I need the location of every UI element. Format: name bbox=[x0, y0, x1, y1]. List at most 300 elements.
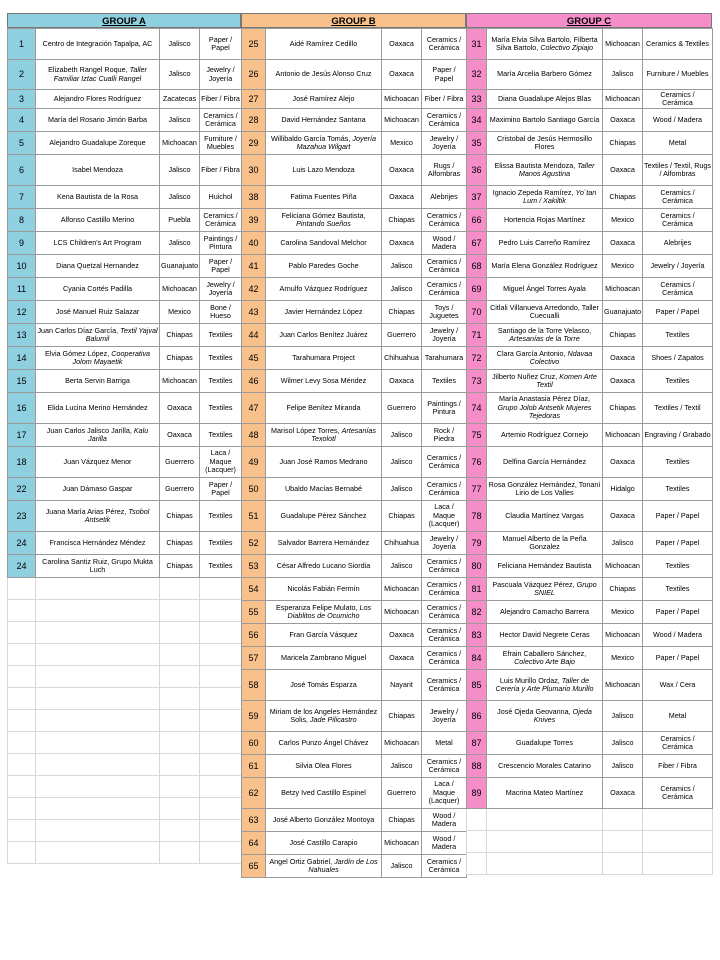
collective-name: Artesanías de la Torre bbox=[509, 334, 580, 343]
state-cell: Oaxaca bbox=[603, 155, 643, 186]
state-cell: Chiapas bbox=[603, 578, 643, 601]
empty-cell bbox=[643, 809, 713, 831]
collective-name: Taller Manos Agustina bbox=[518, 160, 595, 178]
artisan-name-text: Arnulfo Vázquez Rodríguez bbox=[279, 283, 368, 293]
entry-number: 70 bbox=[467, 301, 487, 324]
artisan-name bbox=[487, 601, 603, 624]
state-cell: Jalisco bbox=[382, 424, 422, 447]
table-row bbox=[8, 555, 242, 578]
state-cell: Guerrero bbox=[160, 478, 200, 501]
craft-cell: Paper / Papel bbox=[200, 478, 242, 501]
state-cell: Michoacan bbox=[603, 670, 643, 701]
craft-cell: Shoes / Zapatos bbox=[643, 347, 713, 370]
artisan-name bbox=[266, 809, 382, 832]
group-a-table bbox=[7, 13, 241, 864]
table-row bbox=[242, 555, 467, 578]
artisan-name-text: LCS Children's Art Program bbox=[53, 237, 142, 247]
entry-number: 2 bbox=[8, 60, 36, 90]
artisan-name-text: Juan Carlos Benítez Juárez bbox=[279, 329, 368, 339]
artisan-name bbox=[36, 29, 160, 60]
craft-cell: Alebrijes bbox=[422, 186, 467, 209]
table-row bbox=[242, 90, 467, 109]
table-row bbox=[8, 424, 242, 447]
entry-number: 73 bbox=[467, 370, 487, 393]
table-row bbox=[467, 109, 713, 132]
artisan-name bbox=[487, 555, 603, 578]
artisan-name-text: Javier Hernández López bbox=[284, 306, 363, 316]
empty-row bbox=[8, 688, 242, 710]
table-row bbox=[8, 278, 242, 301]
entry-number: 82 bbox=[467, 601, 487, 624]
collective-name: Textil Yajval Balumil bbox=[85, 325, 158, 343]
state-cell: Jalisco bbox=[160, 232, 200, 255]
state-cell: Hidalgo bbox=[603, 478, 643, 501]
craft-cell: Metal bbox=[643, 701, 713, 732]
state-cell: Guanajuato bbox=[603, 301, 643, 324]
table-row bbox=[242, 186, 467, 209]
artisan-name-text: Berta Servin Barriga bbox=[65, 375, 130, 385]
craft-cell: Metal bbox=[643, 132, 713, 155]
entry-number: 33 bbox=[467, 90, 487, 109]
table-row bbox=[467, 478, 713, 501]
empty-cell bbox=[200, 710, 242, 732]
entry-number: 3 bbox=[8, 90, 36, 109]
entry-number: 64 bbox=[242, 832, 266, 855]
state-cell: Oaxaca bbox=[160, 393, 200, 424]
state-cell: Guerrero bbox=[382, 778, 422, 809]
artisan-name bbox=[266, 578, 382, 601]
collective-name: Kalu Jarilla bbox=[88, 425, 149, 443]
state-cell: Chiapas bbox=[160, 324, 200, 347]
craft-cell: Wood / Madera bbox=[643, 109, 713, 132]
entry-number: 81 bbox=[467, 578, 487, 601]
craft-cell: Fiber / Fibra bbox=[643, 755, 713, 778]
artisan-name-text: Betzy Ived Castillo Espinel bbox=[281, 787, 366, 797]
artisan-name bbox=[266, 60, 382, 90]
craft-cell: Ceramics / Cerámica bbox=[643, 209, 713, 232]
collective-name: Los Diablitos de Ocumicho bbox=[287, 602, 372, 620]
empty-row bbox=[8, 622, 242, 644]
artisan-name-text: José Ramírez Alejo bbox=[292, 93, 355, 103]
entry-number: 44 bbox=[242, 324, 266, 347]
artisan-name-text: Silvia Olea Flores bbox=[295, 760, 352, 770]
craft-cell: Paintings / Pintura bbox=[200, 232, 242, 255]
artisan-name-text: David Hernández Santana bbox=[281, 114, 366, 124]
entry-number: 10 bbox=[8, 255, 36, 278]
table-row bbox=[242, 478, 467, 501]
empty-cell bbox=[200, 732, 242, 754]
entry-number: 42 bbox=[242, 278, 266, 301]
table-row bbox=[242, 132, 467, 155]
craft-cell: Furniture / Muebles bbox=[643, 60, 713, 90]
state-cell: Oaxaca bbox=[382, 60, 422, 90]
table-row bbox=[467, 701, 713, 732]
table-row bbox=[467, 670, 713, 701]
state-cell: Jalisco bbox=[382, 447, 422, 478]
table-row bbox=[8, 478, 242, 501]
artisan-name-text: Pascuala Vázquez Pérez, bbox=[492, 579, 575, 589]
craft-cell: Jewelry / Joyería bbox=[643, 255, 713, 278]
artisan-name bbox=[36, 532, 160, 555]
entry-number: 67 bbox=[467, 232, 487, 255]
collective-name: Ndavaa Colectivo bbox=[529, 348, 593, 366]
artisan-name-text: José Castillo Carapio bbox=[289, 837, 358, 847]
craft-cell: Rock / Piedra bbox=[422, 424, 467, 447]
empty-row bbox=[467, 853, 713, 875]
artisan-name-text: Tarahumara Project bbox=[292, 352, 355, 362]
empty-cell bbox=[467, 853, 487, 875]
entry-number: 9 bbox=[8, 232, 36, 255]
artisan-name-text: Felipe Benítez Miranda bbox=[286, 402, 361, 412]
artisan-name-text: Elida Lucina Merino Hernández bbox=[47, 402, 148, 412]
collective-name: Taller de Cerería y Arte Plumario Murillo bbox=[495, 675, 594, 693]
artisan-name bbox=[266, 755, 382, 778]
craft-cell: Textiles bbox=[200, 424, 242, 447]
collective-name: Colectivo Zipiajo bbox=[540, 43, 594, 52]
craft-cell: Ceramics / Cerámica bbox=[643, 732, 713, 755]
entry-number: 56 bbox=[242, 624, 266, 647]
craft-cell: Textiles bbox=[643, 370, 713, 393]
state-cell: Oaxaca bbox=[382, 647, 422, 670]
entry-number: 85 bbox=[467, 670, 487, 701]
state-cell: Jalisco bbox=[603, 732, 643, 755]
entry-number: 1 bbox=[8, 29, 36, 60]
craft-cell: Ceramics / Cerámica bbox=[422, 478, 467, 501]
state-cell: Jalisco bbox=[603, 532, 643, 555]
craft-cell: Paper / Papel bbox=[643, 647, 713, 670]
craft-cell: Ceramics / Cerámica bbox=[422, 29, 467, 60]
state-cell: Chihuahua bbox=[382, 532, 422, 555]
artisan-name bbox=[266, 109, 382, 132]
artisan-name-text: Manuel Alberto de la Peña Gonzalez bbox=[502, 533, 587, 551]
table-row bbox=[467, 60, 713, 90]
artisan-name bbox=[487, 278, 603, 301]
state-cell: Chiapas bbox=[382, 501, 422, 532]
empty-cell bbox=[160, 644, 200, 666]
craft-cell: Jewelry / Joyería bbox=[422, 532, 467, 555]
table-row bbox=[467, 301, 713, 324]
state-cell: Mexico bbox=[603, 647, 643, 670]
state-cell: Mexico bbox=[603, 601, 643, 624]
table-row bbox=[8, 447, 242, 478]
empty-row bbox=[8, 754, 242, 776]
artisan-name bbox=[487, 301, 603, 324]
entry-number: 63 bbox=[242, 809, 266, 832]
table-row bbox=[242, 370, 467, 393]
empty-cell bbox=[487, 809, 603, 831]
entry-number: 71 bbox=[467, 324, 487, 347]
artisan-name-text: Miguel Ángel Torres Ayala bbox=[503, 283, 586, 293]
craft-cell: Fiber / Fibra bbox=[200, 90, 242, 109]
artisan-name-text: José Tomás Esparza bbox=[290, 679, 357, 689]
empty-cell bbox=[160, 732, 200, 754]
artisan-name bbox=[36, 370, 160, 393]
craft-cell: Ceramics & Textiles bbox=[643, 29, 713, 60]
craft-cell: Ceramics / Cerámica bbox=[643, 778, 713, 809]
craft-cell: Textiles bbox=[200, 393, 242, 424]
table-row bbox=[8, 132, 242, 155]
empty-cell bbox=[36, 798, 160, 820]
artisan-name-text: Santiago de la Torre Velasco, bbox=[497, 325, 592, 335]
artisan-name bbox=[36, 278, 160, 301]
artisan-name-text: Juana María Arias Pérez, bbox=[45, 506, 127, 516]
empty-cell bbox=[8, 842, 36, 864]
artisan-name-text: Artemio Rodríguez Cornejo bbox=[500, 429, 589, 439]
artisan-name-text: Juan José Ramos Medrano bbox=[279, 456, 368, 466]
entry-number: 54 bbox=[242, 578, 266, 601]
table-row bbox=[467, 555, 713, 578]
artisan-name bbox=[487, 670, 603, 701]
state-cell: Chiapas bbox=[382, 809, 422, 832]
craft-cell: Jewelry / Joyería bbox=[200, 278, 242, 301]
state-cell: Guanajuato bbox=[160, 255, 200, 278]
table-row bbox=[467, 90, 713, 109]
artisan-name-text: Delfina García Hernández bbox=[502, 456, 587, 466]
table-row bbox=[467, 370, 713, 393]
craft-cell: Furniture / Muebles bbox=[200, 132, 242, 155]
artisan-name-text: Centro de Integración Tapalpa, AC bbox=[42, 38, 153, 48]
entry-number: 29 bbox=[242, 132, 266, 155]
collective-name: Taller Familiar Iztac Cualli Rangel bbox=[53, 65, 147, 83]
artisan-name-text: Juan Vázquez Menor bbox=[63, 456, 132, 466]
state-cell: Oaxaca bbox=[382, 370, 422, 393]
artisan-name-text: Carolina Santiz Ruiz, Grupo Mukta Luch bbox=[42, 556, 153, 574]
table-row bbox=[242, 601, 467, 624]
artisan-name-text: Kena Bautista de la Rosa bbox=[56, 191, 139, 201]
entry-number: 46 bbox=[242, 370, 266, 393]
empty-cell bbox=[36, 710, 160, 732]
state-cell: Michoacan bbox=[382, 578, 422, 601]
entry-number: 66 bbox=[467, 209, 487, 232]
table-row bbox=[467, 532, 713, 555]
craft-cell: Ceramics / Cerámica bbox=[422, 109, 467, 132]
artisan-name bbox=[487, 132, 603, 155]
craft-cell: Paper / Papel bbox=[643, 532, 713, 555]
entry-number: 27 bbox=[242, 90, 266, 109]
craft-cell: Ceramics / Cerámica bbox=[422, 447, 467, 478]
empty-cell bbox=[36, 688, 160, 710]
artisan-name bbox=[266, 647, 382, 670]
state-cell: Chiapas bbox=[160, 532, 200, 555]
craft-cell: Textiles / Textil, Rugs / Alfombras bbox=[643, 155, 713, 186]
empty-row bbox=[8, 578, 242, 600]
craft-cell: Laca / Maque (Lacquer) bbox=[422, 501, 467, 532]
table-row bbox=[242, 393, 467, 424]
empty-row bbox=[467, 831, 713, 853]
collective-name: Artesanías Texolotl bbox=[311, 425, 376, 443]
empty-cell bbox=[200, 798, 242, 820]
table-row bbox=[242, 109, 467, 132]
collective-name: Pintando Sueños bbox=[296, 219, 351, 228]
empty-cell bbox=[8, 798, 36, 820]
artisan-name bbox=[266, 393, 382, 424]
state-cell: Chiapas bbox=[160, 555, 200, 578]
table-row bbox=[8, 301, 242, 324]
craft-cell: Paper / Papel bbox=[200, 255, 242, 278]
empty-row bbox=[8, 710, 242, 732]
artisan-name-text: Macrina Mateo Martínez bbox=[505, 787, 584, 797]
empty-cell bbox=[200, 688, 242, 710]
entry-number: 57 bbox=[242, 647, 266, 670]
empty-cell bbox=[160, 666, 200, 688]
state-cell: Michoacan bbox=[382, 732, 422, 755]
empty-cell bbox=[36, 666, 160, 688]
table-row bbox=[467, 132, 713, 155]
artisan-name-text: José Manuel Ruiz Salazar bbox=[55, 306, 140, 316]
craft-cell: Engraving / Grabado bbox=[643, 424, 713, 447]
table-row bbox=[242, 278, 467, 301]
state-cell: Jalisco bbox=[603, 755, 643, 778]
table-row bbox=[242, 778, 467, 809]
state-cell: Michoacan bbox=[603, 555, 643, 578]
state-cell: Jalisco bbox=[160, 60, 200, 90]
table-row bbox=[467, 624, 713, 647]
entry-number: 80 bbox=[467, 555, 487, 578]
artisan-name bbox=[266, 186, 382, 209]
empty-cell bbox=[603, 831, 643, 853]
state-cell: Michoacan bbox=[382, 832, 422, 855]
empty-row bbox=[8, 842, 242, 864]
entry-number: 15 bbox=[8, 370, 36, 393]
table-row bbox=[242, 232, 467, 255]
artisan-name bbox=[266, 732, 382, 755]
entry-number: 24 bbox=[8, 555, 36, 578]
table-row bbox=[467, 424, 713, 447]
group-b-rows bbox=[241, 28, 467, 878]
artisan-name bbox=[487, 155, 603, 186]
empty-cell bbox=[603, 853, 643, 875]
empty-cell bbox=[643, 831, 713, 853]
artisan-name bbox=[266, 278, 382, 301]
artisan-name bbox=[487, 578, 603, 601]
artisan-name bbox=[487, 447, 603, 478]
empty-cell bbox=[467, 831, 487, 853]
artisan-name-text: María Arcelia Barbero Gómez bbox=[497, 69, 592, 79]
collective-name: Ojeda Knives bbox=[533, 706, 592, 724]
empty-cell bbox=[160, 754, 200, 776]
table-row bbox=[242, 501, 467, 532]
craft-cell: Ceramics / Cerámica bbox=[643, 90, 713, 109]
artisan-name-text: José Ojeda Geovanna, bbox=[497, 706, 571, 716]
artisan-name bbox=[266, 370, 382, 393]
artisan-name-text: María Anastasia Pérez Díaz, bbox=[498, 394, 591, 404]
empty-cell bbox=[160, 600, 200, 622]
artisan-name bbox=[36, 324, 160, 347]
empty-cell bbox=[36, 754, 160, 776]
craft-cell: Wood / Madera bbox=[422, 832, 467, 855]
craft-cell: Ceramics / Cerámica bbox=[200, 209, 242, 232]
artisan-name-text: Antonio de Jesús Alonso Cruz bbox=[275, 69, 372, 79]
state-cell: Zacatecas bbox=[160, 90, 200, 109]
artisan-name-text: Feliciana Hernández Bautista bbox=[497, 560, 592, 570]
artisan-name bbox=[266, 132, 382, 155]
artisan-name bbox=[266, 447, 382, 478]
artisan-name-text: Marisol López Torres, bbox=[271, 425, 340, 435]
artisan-name bbox=[487, 347, 603, 370]
craft-cell: Ceramics / Cerámica bbox=[422, 255, 467, 278]
state-cell: Michoacan bbox=[603, 29, 643, 60]
craft-cell: Textiles bbox=[200, 501, 242, 532]
state-cell: Chiapas bbox=[382, 701, 422, 732]
table-row bbox=[467, 501, 713, 532]
artisan-name bbox=[266, 324, 382, 347]
entry-number: 86 bbox=[467, 701, 487, 732]
entry-number: 37 bbox=[467, 186, 487, 209]
empty-cell bbox=[36, 622, 160, 644]
entry-number: 88 bbox=[467, 755, 487, 778]
artisan-name bbox=[266, 555, 382, 578]
artisan-name-text: Diana Quetzal Hernandez bbox=[56, 260, 139, 270]
entry-number: 14 bbox=[8, 347, 36, 370]
craft-cell: Ceramics / Cerámica bbox=[643, 186, 713, 209]
table-row bbox=[467, 155, 713, 186]
empty-cell bbox=[36, 578, 160, 600]
artisan-name bbox=[487, 424, 603, 447]
artisan-name-text: Luis Lazo Mendoza bbox=[292, 164, 355, 174]
state-cell: Oaxaca bbox=[160, 424, 200, 447]
entry-number: 12 bbox=[8, 301, 36, 324]
craft-cell: Textiles bbox=[200, 555, 242, 578]
table-row bbox=[467, 755, 713, 778]
empty-cell bbox=[200, 842, 242, 864]
artisan-name-text: Citlali Villanueva Arredondo, Taller Cuecualli bbox=[490, 302, 599, 320]
artisan-name bbox=[36, 424, 160, 447]
artisan-name-text: María Elena González Rodríguez bbox=[491, 260, 598, 270]
craft-cell: Textiles bbox=[200, 324, 242, 347]
group-b-table bbox=[241, 13, 466, 878]
artisan-name bbox=[36, 60, 160, 90]
craft-cell: Paper / Papel bbox=[643, 601, 713, 624]
table-row bbox=[242, 60, 467, 90]
state-cell: Jalisco bbox=[382, 255, 422, 278]
entry-number: 25 bbox=[242, 29, 266, 60]
artisan-name-text: Nicolás Fabián Fermín bbox=[287, 583, 360, 593]
state-cell: Oaxaca bbox=[603, 778, 643, 809]
artisan-name-text: Alejandro Guadalupe Zoreque bbox=[49, 137, 146, 147]
entry-number: 62 bbox=[242, 778, 266, 809]
table-row bbox=[467, 232, 713, 255]
entry-number: 32 bbox=[467, 60, 487, 90]
craft-cell: Jewelry / Joyería bbox=[422, 324, 467, 347]
empty-cell bbox=[8, 732, 36, 754]
entry-number: 47 bbox=[242, 393, 266, 424]
artisan-name bbox=[487, 755, 603, 778]
collective-name: Joyería Mazahua Wilgart bbox=[296, 133, 376, 151]
artisan-name bbox=[36, 555, 160, 578]
entry-number: 68 bbox=[467, 255, 487, 278]
artisan-name-text: Alejandro Flores Rodríguez bbox=[53, 93, 142, 103]
entry-number: 65 bbox=[242, 855, 266, 878]
craft-cell: Textiles bbox=[643, 447, 713, 478]
state-cell: Jalisco bbox=[382, 555, 422, 578]
table-row bbox=[467, 347, 713, 370]
craft-cell: Wood / Madera bbox=[422, 809, 467, 832]
table-row bbox=[8, 186, 242, 209]
group-c-table bbox=[466, 13, 712, 875]
artisan-name bbox=[36, 132, 160, 155]
artisan-name bbox=[487, 324, 603, 347]
artisan-name bbox=[266, 832, 382, 855]
craft-cell: Laca / Maque (Lacquer) bbox=[200, 447, 242, 478]
craft-cell: Ceramics / Cerámica bbox=[422, 555, 467, 578]
empty-cell bbox=[8, 820, 36, 842]
artisan-name-text: Feliciana Gómez Bautista, bbox=[281, 210, 366, 220]
craft-cell: Ceramics / Cerámica bbox=[422, 624, 467, 647]
craft-cell: Paper / Papel bbox=[422, 60, 467, 90]
state-cell: Michoacan bbox=[603, 278, 643, 301]
empty-cell bbox=[643, 853, 713, 875]
entry-number: 77 bbox=[467, 478, 487, 501]
